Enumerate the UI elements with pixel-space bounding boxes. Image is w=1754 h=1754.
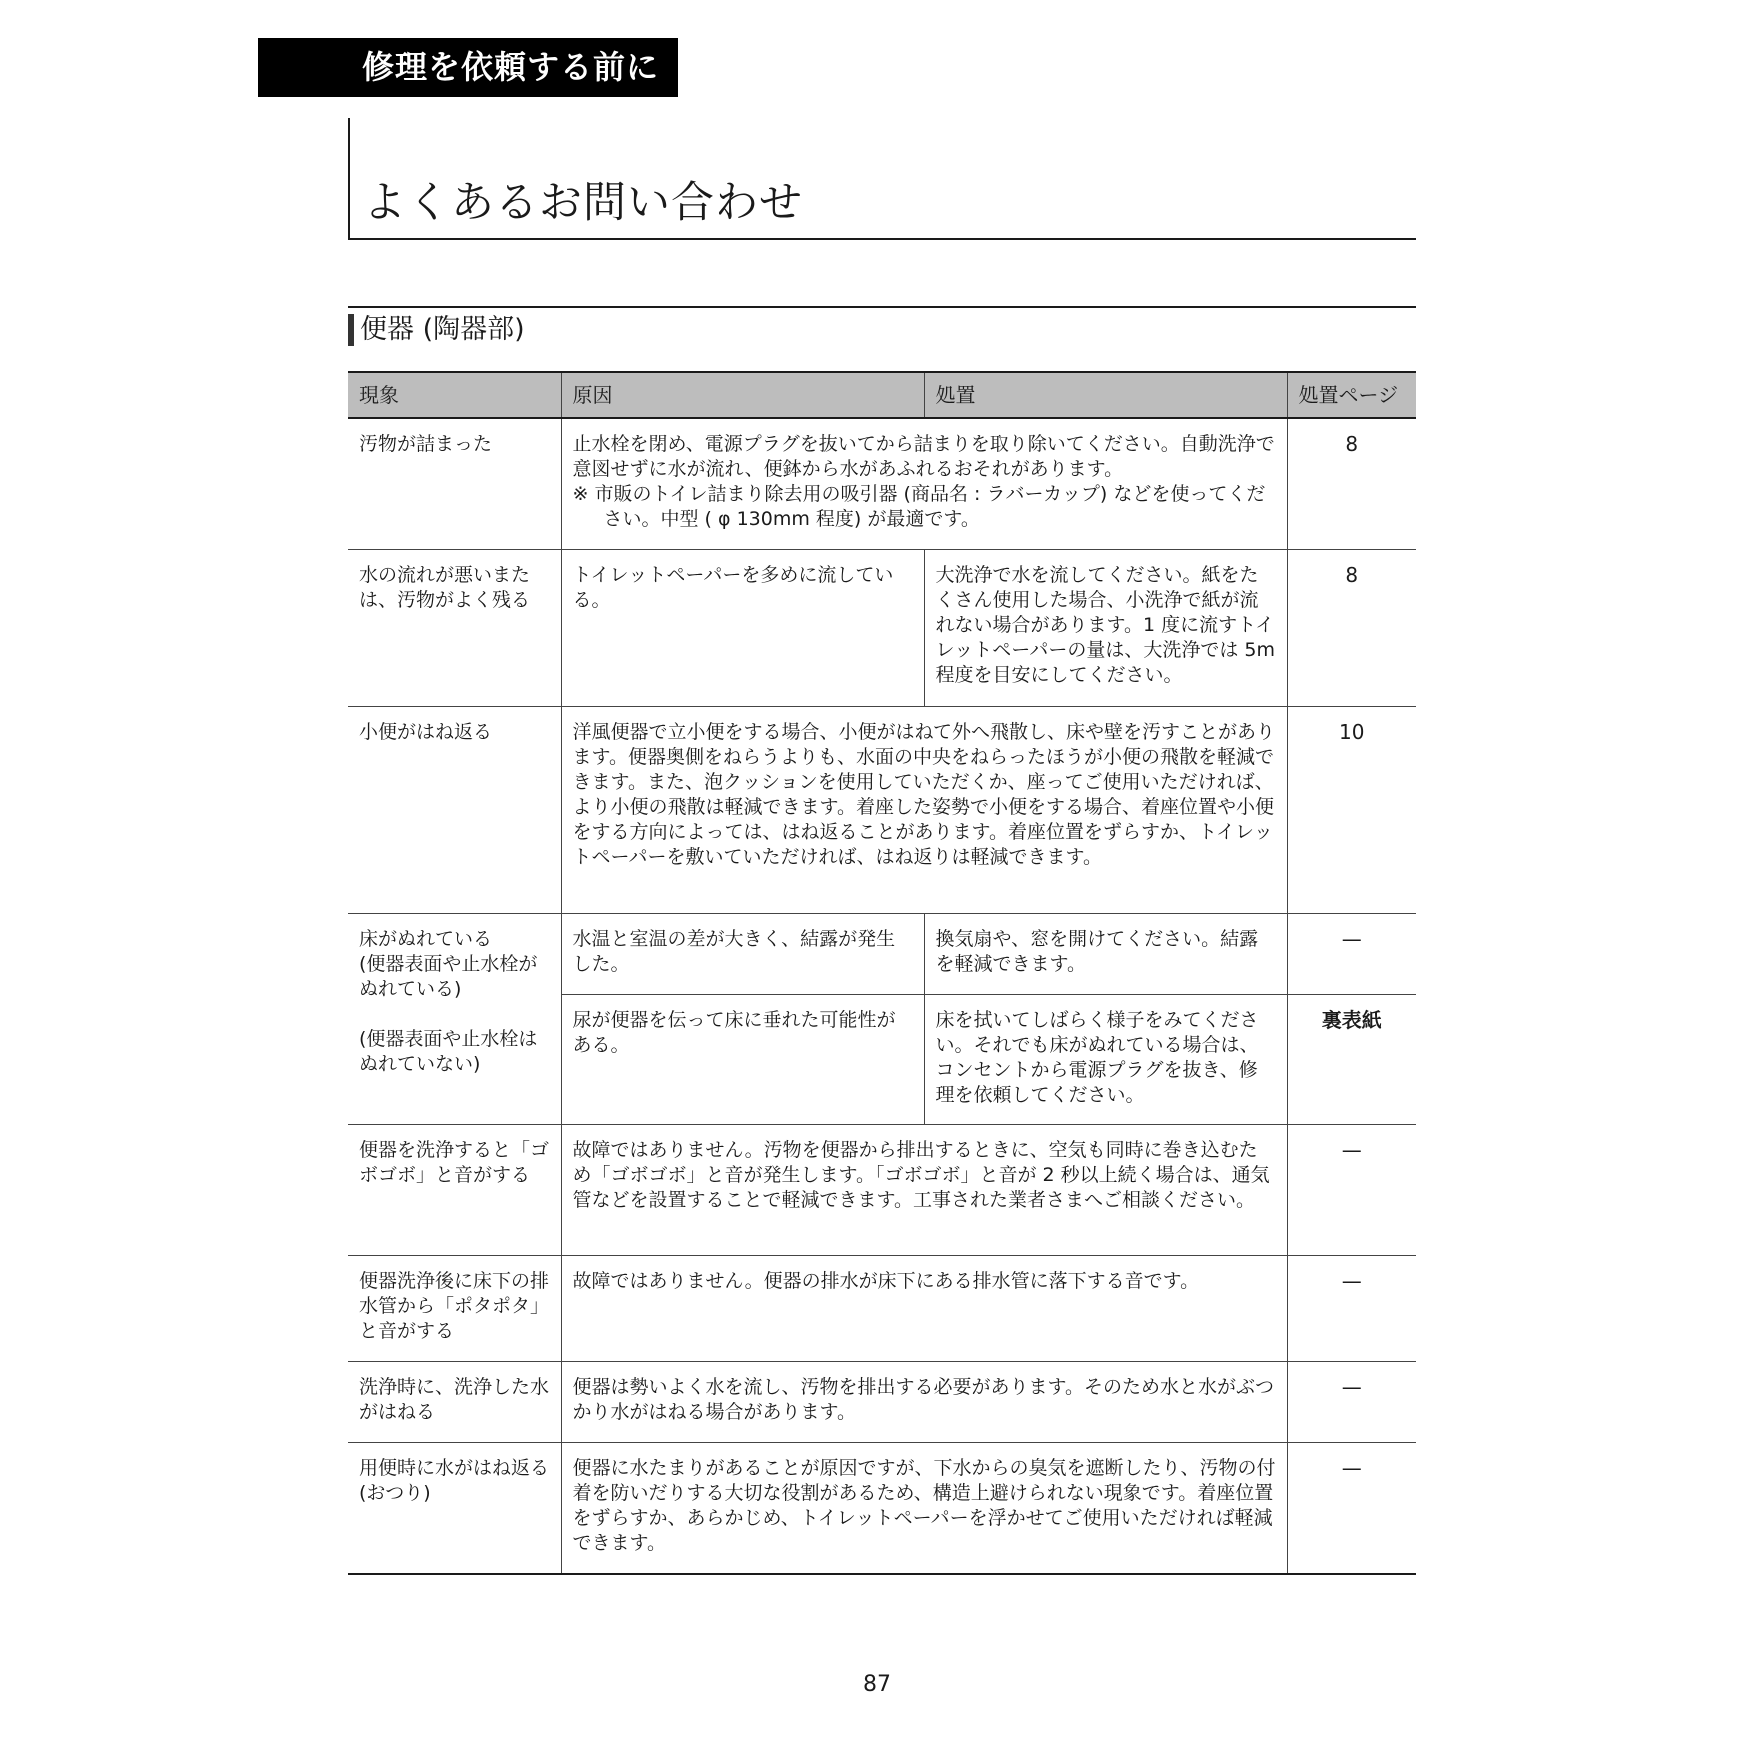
- cause-action-cell: 故障ではありません。汚物を便器から排出するときに、空気も同時に巻き込むため「ゴボゴボ」と音が発生します。「ゴボゴボ」と音が 2 秒以上続く場合は、通気管などを設置することで軽減できます。工事された業者さまへご相談ください。: [561, 1124, 1287, 1255]
- page-cell: —: [1287, 1255, 1416, 1361]
- symptom-cell: 便器洗浄後に床下の排水管から「ポタポタ」と音がする: [348, 1255, 561, 1361]
- table-row: [348, 418, 1416, 549]
- page-number: 87: [863, 1672, 891, 1697]
- page-cell: 8: [1287, 418, 1416, 549]
- cause-cell: 水温と室温の差が大きく、結露が発生した。: [561, 913, 924, 994]
- table-row: [348, 549, 1416, 706]
- title-rule-horizontal: [348, 238, 1416, 240]
- symptom-cell: [348, 913, 561, 1124]
- cause-action-cell: 洋風便器で立小便をする場合、小便がはねて外へ飛散し、床や壁を汚すことがあります。便器奥側をねらうよりも、水面の中央をねらったほうが小便の飛散を軽減できます。また、泡クッションを使用していただくか、座ってご使用いただければ、より小便の飛散は軽減できます。着座した姿勢で小便をする場合、着座位置や小便をする方向によっては、はね返ることがあります。着座位置をずらすか、トイレットペーパーを敷いていただければ、はね返りは軽減できます。: [561, 706, 1287, 913]
- page-cell: —: [1287, 1442, 1416, 1574]
- symptom-cell: 洗浄時に、洗浄した水がはねる: [348, 1361, 561, 1442]
- symptom-subtext: (便器表面や止水栓がぬれている): [359, 952, 538, 1000]
- cause-action-cell: 故障ではありません。便器の排水が床下にある排水管に落下する音です。: [561, 1255, 1287, 1361]
- action-cell: 大洗浄で水を流してください。紙をたくさん使用した場合、小洗浄で紙が流れない場合があります。1 度に流すトイレットペーパーの量は、大洗浄では 5m 程度を目安にしてください。: [924, 549, 1287, 706]
- symptom-subtext: (便器表面や止水栓はぬれていない): [359, 1027, 538, 1075]
- faq-table: [348, 371, 1416, 1575]
- table-row: [348, 1361, 1416, 1442]
- cause-action-cell: 便器に水たまりがあることが原因ですが、下水からの臭気を遮断したり、汚物の付着を防いだりする大切な役割があるため、構造上避けられない現象です。着座位置をずらすか、あらかじめ、トイレットペーパーを浮かせてご使用いただければ軽減できます。: [561, 1442, 1287, 1574]
- table-row: [348, 1255, 1416, 1361]
- column-header-symptom: 現象: [348, 372, 561, 418]
- table-row: [348, 706, 1416, 913]
- symptom-cell: 汚物が詰まった: [348, 418, 561, 549]
- symptom-cell: 用便時に水がはね返る (おつり): [348, 1442, 561, 1574]
- cause-cell: 尿が便器を伝って床に垂れた可能性がある。: [561, 994, 924, 1124]
- page-cell: —: [1287, 1361, 1416, 1442]
- table-row: [348, 913, 1416, 994]
- action-cell: 床を拭いてしばらく様子をみてください。それでも床がぬれている場合は、コンセントから電源プラグを抜き、修理を依頼してください。: [924, 994, 1287, 1124]
- page-cell: —: [1287, 1124, 1416, 1255]
- page-cell: 裏表紙: [1287, 994, 1416, 1124]
- section-title: 便器 (陶器部): [360, 314, 525, 345]
- column-header-cause: 原因: [561, 372, 924, 418]
- table-row: [348, 1124, 1416, 1255]
- page-cell: 8: [1287, 549, 1416, 706]
- cause-action-text: 止水栓を閉め、電源プラグを抜いてから詰まりを取り除いてください。自動洗浄で意図せずに水が流れ、便鉢から水があふれるおそれがあります。: [572, 433, 1275, 480]
- note-text: ※ 市販のトイレ詰まり除去用の吸引器 (商品名 : ラバーカップ) などを使ってください。中型 ( φ 130mm 程度) が最適です。: [572, 483, 1266, 530]
- symptom-cell: 小便がはね返る: [348, 706, 561, 913]
- symptom-cell: 便器を洗浄すると「ゴボゴボ」と音がする: [348, 1124, 561, 1255]
- action-cell: 換気扇や、窓を開けてください。結露を軽減できます。: [924, 913, 1287, 994]
- table-header-row: [348, 372, 1416, 418]
- page-cell: 10: [1287, 706, 1416, 913]
- symptom-cell: 水の流れが悪いまたは、汚物がよく残る: [348, 549, 561, 706]
- column-header-page: 処置ページ: [1287, 372, 1416, 418]
- table-row: [348, 1442, 1416, 1574]
- page-title: よくあるお問い合わせ: [363, 178, 803, 228]
- page-cell: —: [1287, 913, 1416, 994]
- cause-cell: トイレットペーパーを多めに流している。: [561, 549, 924, 706]
- column-header-action: 処置: [924, 372, 1287, 418]
- symptom-text: 床がぬれている: [359, 927, 493, 950]
- chapter-banner: 修理を依頼する前に: [258, 38, 678, 97]
- section-marker: [348, 314, 354, 346]
- section-rule: [348, 306, 1416, 308]
- title-rule-vertical: [348, 118, 350, 240]
- cause-action-cell: 便器は勢いよく水を流し、汚物を排出する必要があります。そのため水と水がぶつかり水がはねる場合があります。: [561, 1361, 1287, 1442]
- cause-action-cell: [561, 418, 1287, 549]
